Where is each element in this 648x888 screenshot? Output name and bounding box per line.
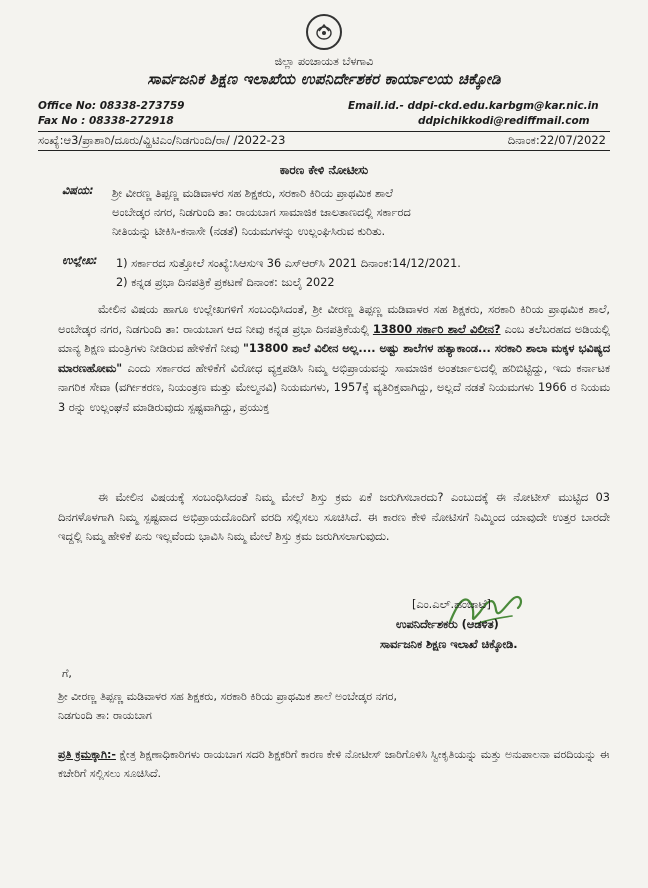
- office-title: ಸಾರ್ವಜನಿಕ ಶಿಕ್ಷಣ ಇಲಾಖೆಯ ಉಪನಿರ್ದೇಶಕರ ಕಾರ್ಯಾಲಯ ಚಿಕ್ಕೋಡಿ: [147, 70, 501, 88]
- reference-divider: [38, 150, 610, 151]
- body-text: ಎಂಬ ತಲೆಬರಹದ ಅಡಿಯಲ್ಲಿ ಮಾನ್ಯ ಶಿಕ್ಷಣ ಮಂತ್ರಿಗಳು ನೀಡಿರುವ ಹೇಳಿಕೆಗೆ ನೀವು: [58, 322, 611, 356]
- references-list: [116, 254, 616, 292]
- reference-line: [38, 133, 610, 148]
- recipient-line: ನಿಡಗುಂದಿ ತಾ: ರಾಯಬಾಗ: [58, 709, 152, 722]
- signatory-name: [ಎಂ.ಎಲ್.ಹಂಚಾಟೆ]: [412, 598, 491, 611]
- recipient-block: [58, 664, 618, 725]
- email-primary: Email.id.- ddpi-ckd.edu.karbgm@kar.nic.in: [348, 100, 599, 112]
- subject-line: ನೀತಿಯನ್ನು ಟೀಕಿಸಿ-ಕನಾಸೇ (ನಡತೆ) ನಿಯಮಗಳನ್ನು ಉಲ್ಲಂಘಿಸಿರುವ ಕುರಿತು.: [112, 225, 386, 238]
- subject-label: ವಿಷಯ:: [62, 184, 94, 197]
- to-label: ಗೆ,: [62, 667, 72, 680]
- reference-number: ಸಂಖ್ಯೆ:ಆ3/ಪ್ರಾಶಾರಿ/ದೂರು/ವ್ಹಿಟಿಎಂ/ನಿಡಗುಂದಿ/ರಾ/ /2022-23: [38, 133, 286, 147]
- copy-to-block: [58, 745, 618, 783]
- copy-to-text: ಕ್ಷೇತ್ರ ಶಿಕ್ಷಣಾಧಿಕಾರಿಗಳು ರಾಯಬಾಗ ಸದರಿ ಶಿಕ್ಷಕರಿಗೆ ಕಾರಣ ಕೇಳಿ ನೋಟೀಸ್ ಜಾರಿಗೊಳಿಸಿ ಸ್ವೀಕೃತಿಯನ್ನು ಮತ್ತು ಅನುಪಾಲನಾ ವರದಿಯನ್ನು ಈ ಕಚೇರಿಗೆ ಸಲ್ಲಿಸಲು ಸೂಚಿಸಿದೆ.: [58, 748, 610, 780]
- contact-block: [38, 100, 610, 132]
- notice-date: ದಿನಾಂಕ:22/07/2022: [507, 133, 606, 147]
- recipient-line: ಶ್ರೀ ವೀರಣ್ಣ ತಿಪ್ಪಣ್ಣ ಮಡಿವಾಳರ ಸಹ ಶಿಕ್ಷಕರು, ಸರಕಾರಿ ಕಿರಿಯ ಪ್ರಾಥಮಿಕ ಶಾಲೆ ಅಂಬೇಡ್ಕರ ನಗರ,: [58, 690, 397, 703]
- references-label: ಉಲ್ಲೇಖ:: [62, 254, 98, 267]
- body-text: ಮೇಲಿನ ವಿಷಯ ಹಾಗೂ ಉಲ್ಲೇಖಗಳಿಗೆ ಸಂಬಂಧಿಸಿದಂತೆ, ಶ್ರೀ ವೀರಣ್ಣ ತಿಪ್ಪಣ್ಣ ಮಡಿವಾಳರ ಸಹ ಶಿಕ್ಷಕರು, ಸರಕಾರಿ ಕಿರಿಯ ಪ್ರಾಥಮಿಕ ಶಾಲೆ, ಅಂಬೇಡ್ಕರ ನಗರ, ನಿಡಗುಂದಿ ತಾ: ರಾಯಬಾಗ ಆದ ನೀವು ಕನ್ನಡ ಪ್ರಭಾ ದಿನಪತ್ರಿಕೆಯಲ್ಲಿ: [58, 303, 610, 336]
- emblem-mark-icon: [312, 20, 336, 44]
- quoted-statement: "13800 ಶಾಲೆ ವಿಲೀನ ಅಲ್ಲ.... ಅಷ್ಟು ಶಾಲೆಗಳ ಹತ್ಯಾಕಾಂಡ... ಸರಕಾರಿ ಶಾಲಾ ಮಕ್ಕಳ ಭವಿಷ್ಯದ ಮಾರಣಹೋಮ": [58, 342, 610, 375]
- body-text: ಎಂದು ಸರ್ಕಾರದ ಹೇಳಿಕೆಗೆ ವಿರೋಧ ವ್ಯಕ್ತಪಡಿಸಿ ನಿಮ್ಮ ಅಭಿಪ್ರಾಯವನ್ನು ಸಾಮಾಜಿಕ ಅಂತರ್ಜಾಲದಲ್ಲಿ ಹರಿಬಿಟ್ಟಿದ್ದು, ಇದು ಕರ್ನಾಟಕ ನಾಗರಿಕ ಸೇವಾ (ವರ್ಗೀಕರಣ, ನಿಯಂತ್ರಣ ಮತ್ತು ಮೇಲ್ಮನವಿ) ನಿಯಮಗಳು, 1957ಕ್ಕೆ ವ್ಯತಿರಿಕ್ತವಾಗಿದ್ದು, ಅಲ್ಲದೆ ನಡತೆ ನಿಯಮಗಳು 1966 ರ ನಿಯಮ 3 ರನ್ನು ಉಲ್ಲಂಘನೆ ಮಾಡಿರುವುದು ಸ್ಪಷ್ಟವಾಗಿದ್ದು, ಪ್ರಯುಕ್ತ: [58, 361, 610, 414]
- newspaper-headline: 13800 ಸರ್ಕಾರಿ ಶಾಲೆ ವಿಲೀನ?: [372, 322, 501, 336]
- signatory-office: ಸಾರ್ವಜನಿಕ ಶಿಕ್ಷಣ ಇಲಾಖೆ ಚಿಕ್ಕೋಡಿ.: [380, 638, 518, 651]
- header-divider: [38, 131, 610, 132]
- subject-text: [112, 184, 612, 241]
- email-secondary: ddpichikkodi@rediffmail.com: [418, 115, 590, 127]
- reference-item: 1) ಸರ್ಕಾರದ ಸುತ್ತೋಲೆ ಸಂಖ್ಯೆ:ಸಿಆಸುಇ 36 ಎಸ್‌ಆರ್‌ಸಿ 2021 ದಿನಾಂಕ:14/12/2021.: [116, 257, 461, 270]
- notice-title: ಕಾರಣ ಕೇಳಿ ನೋಟೀಸು: [279, 163, 369, 177]
- state-emblem-icon: [306, 14, 342, 50]
- district-name: ಜಿಲ್ಲಾ ಪಂಚಾಯತ ಬೆಳಗಾವಿ: [274, 55, 374, 68]
- subject-line: ಶ್ರೀ ವೀರಣ್ಣ ತಿಪ್ಪಣ್ಣ ಮಡಿವಾಳರ ಸಹ ಶಿಕ್ಷಕರು, ಸರಕಾರಿ ಕಿರಿಯ ಪ್ರಾಥಮಿಕ ಶಾಲೆ: [112, 187, 393, 200]
- fax-number: Fax No : 08338-272918: [38, 115, 174, 127]
- reference-item: 2) ಕನ್ನಡ ಪ್ರಭಾ ದಿನಪತ್ರಿಕೆ ಪ್ರಕಟಣೆ ದಿನಾಂಕ: ಜುಲೈ 2022: [116, 276, 335, 289]
- signatory-designation: ಉಪನಿರ್ದೇಶಕರು (ಆಡಳಿತ): [396, 618, 499, 631]
- subject-line: ಅಂಬೇಡ್ಕರ ನಗರ, ನಿಡಗುಂದಿ ತಾ: ರಾಯಬಾಗ ಸಾಮಾಜಿಕ ಜಾಲತಾಣದಲ್ಲಿ ಸರ್ಕಾರದ: [112, 206, 411, 219]
- copy-to-label: ಪ್ರತಿ ಕ್ರಮಕ್ಕಾಗಿ:-: [58, 748, 116, 761]
- body-paragraph-2: ಈ ಮೇಲಿನ ವಿಷಯಕ್ಕೆ ಸಂಬಂಧಿಸಿದಂತೆ ನಿಮ್ಮ ಮೇಲೆ ಶಿಸ್ತು ಕ್ರಮ ಏಕೆ ಜರುಗಿಸಬಾರದು? ಎಂಬುದಕ್ಕೆ ಈ ನೋಟೀಸ್ ಮುಟ್ಟಿದ 03 ದಿನಗಳೊಳಗಾಗಿ ನಿಮ್ಮ ಸ್ಪಷ್ಟವಾದ ಅಭಿಪ್ರಾಯದೊಂದಿಗೆ ವರದಿ ಸಲ್ಲಿಸಲು ಸೂಚಿಸಿದೆ. ಈ ಕಾರಣ ಕೇಳಿ ನೋಟಿಸಗೆ ನಿಮ್ಮಿಂದ ಯಾವುದೇ ಉತ್ತರ ಬಾರದೇ ಇದ್ದಲ್ಲಿ ನಿಮ್ಮ ಹೇಳಿಕೆ ಏನು ಇಲ್ಲವೆಂದು ಭಾವಿಸಿ ನಿಮ್ಮ ಮೇಲೆ ಶಿಸ್ತು ಕ್ರಮ ಜರುಗಿಸಲಾಗುವುದು.: [58, 491, 610, 544]
- body-paragraph-1: [58, 300, 610, 418]
- office-phone: Office No: 08338-273759: [38, 100, 185, 112]
